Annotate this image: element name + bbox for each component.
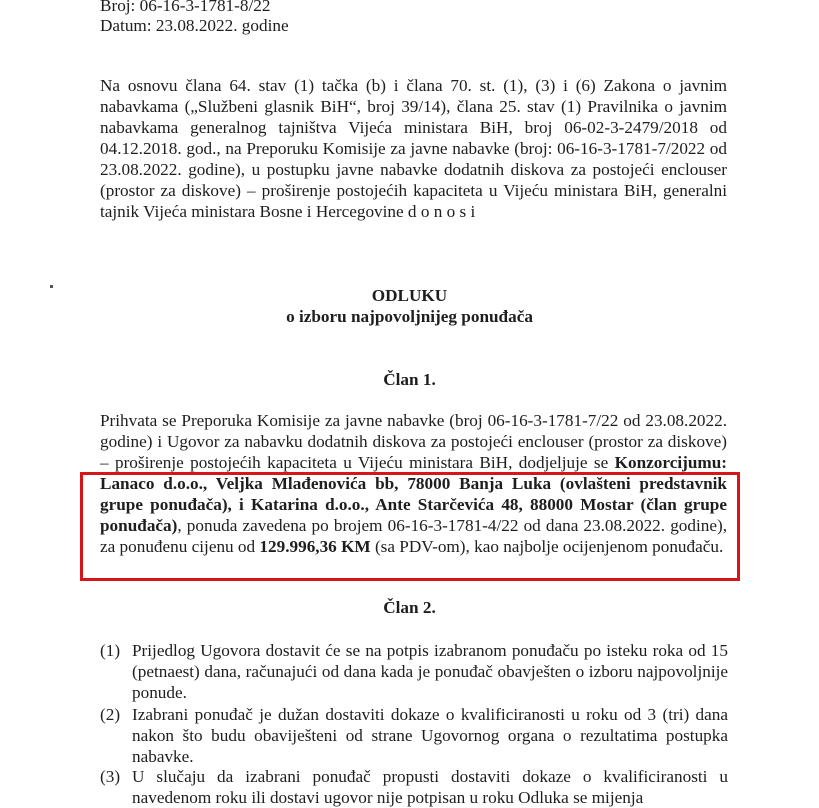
highlight-box [80, 472, 740, 581]
article-1-intro: Prihvata se Preporuka Komisije za javne nabavke (broj 06-16-3-1781-7/22 od 23.08.2022. godine) i Ugovor za nabavku dodatnih diskova za postojeći enclouser (prostor za diskove) – proširenje postojećih kapaciteta u Vijeću ministara BiH, [100, 411, 727, 472]
item-number: (1) [100, 641, 121, 660]
article-1-heading: Član 1. [383, 370, 436, 389]
article-1-closing: (sa PDV-om), kao najbolje ocijenjenom ponuđaču. [374, 537, 724, 556]
article-2-item [100, 766, 728, 808]
preamble-paragraph: Na osnovu člana 64. stav (1) tačka (b) i člana 70. st. (1), (3) i (6) Zakona o javnim nabavkama („Službeni glasnik BiH“, broj 39/14), člana 25. stav (1) Pravilnika o javnim nabavkama generalnog tajništva Vijeća ministara BiH, broj 06-02-3-2479/2018 od 04.12.2018. god., na Preporuku Komisije za javne nabavke (broj: 06-16-3-1781-7/2022 od 23.08.2022. godine), u postupku javne nabavke dodatnih diskova za postojeći enclouser (prostor za diskove) – proširenje postojećih kapaciteta u Vijeću ministara BiH, generalni tajnik Vijeća ministara Bosne i Hercegovine d o n o s i [100, 76, 727, 221]
decision-subtitle: o izboru najpovoljnijeg ponuđača [286, 307, 533, 326]
article-2-item [100, 704, 728, 767]
article-1-dodjeljuje: dodjeljuje se [518, 453, 609, 472]
document-date: Datum: 23.08.2022. godine [100, 16, 289, 35]
document-number: Broj: 06-16-3-1781-8/22 [100, 0, 271, 15]
item-text: Prijedlog Ugovora dostavit će se na potpis izabranom ponuđaču po isteku roka od 15 (petnaest) dana, računajući od dana kada je ponuđač obavješten o izboru najpovoljnije ponude. [132, 641, 728, 702]
item-number: (3) [100, 767, 121, 786]
item-text: U slučaju da izabrani ponuđač propusti dostaviti dokaze o kvalificiranosti u navedenom roku ili dostavi ugovor nije potpisan u roku Odluka se mijenja [132, 767, 728, 807]
article-2-heading: Član 2. [383, 598, 436, 617]
decision-title: ODLUKU [371, 286, 448, 305]
contract-amount: 129.996,36 KM [259, 537, 371, 556]
item-number: (2) [100, 705, 121, 724]
selected-bidder: Konzorcijumu: Lanaco d.o.o., Veljka Mlađenovića bb, 78000 Banja Luka (ovlašteni predstavnik grupe ponuđača), i Katarina d.o.o., Ante Starčevića 48, 88000 Mostar (član grupe ponuđača) [100, 453, 728, 535]
article-2-item [100, 640, 728, 703]
item-text: Izabrani ponuđač je dužan dostaviti dokaze o kvalificiranosti u roku od 3 (tri) dana nakon što budu obaviješteni od strane Ugovornog organa o rezultatima postupka nabavke. [132, 705, 728, 766]
article-1-offer-reference: , ponuda zavedena po brojem 06-16-3-1781-4/22 od dana 23.08.2022. godine), za ponuđenu cijenu od [100, 516, 727, 556]
